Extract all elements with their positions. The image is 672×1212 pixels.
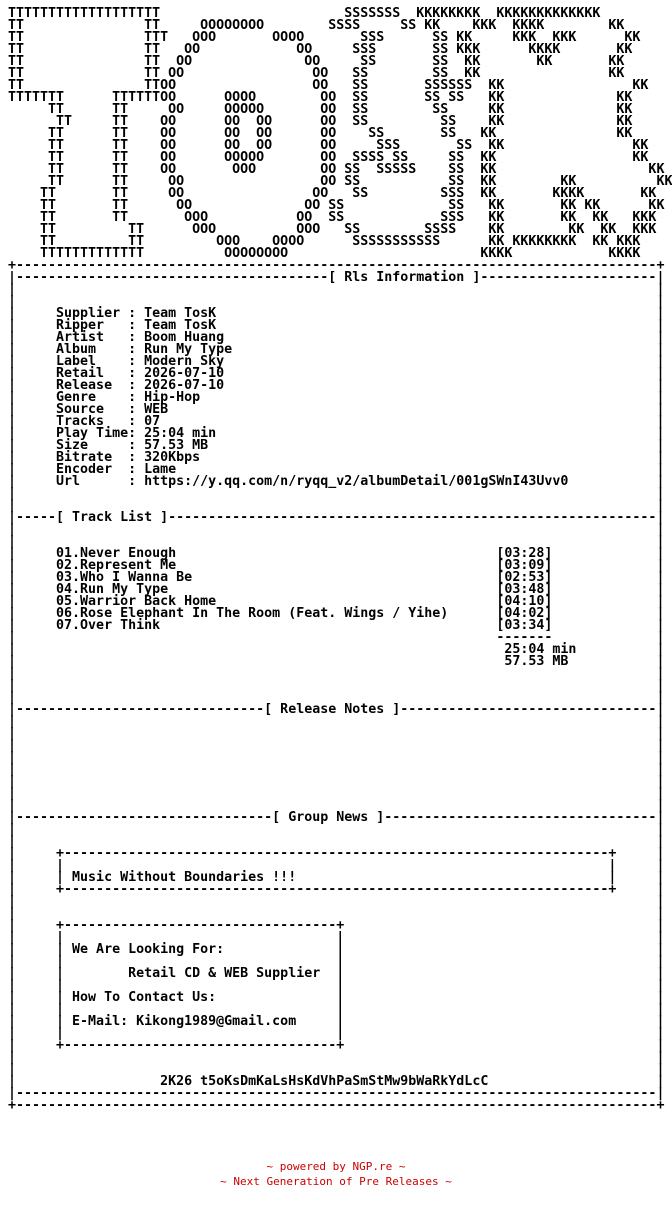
logo-line: TTTTTTTTTTTTTTTTTTT SSSSSSS KKKKKKKK KKKKKKKKKKKKK	[8, 6, 601, 21]
rls-info-row: | Tracks : 07 |	[8, 414, 665, 429]
logo-line: TT TT OOOOOOOO SSSS SS KK KKK KKKK KK	[8, 18, 625, 33]
logo-line: TT TT OOO OOO SS SSSS KK KK KK KKK	[8, 222, 657, 237]
rls-info-row: | Artist : Boom Huang |	[8, 330, 665, 345]
logo-line: TT TT OO OO SS SS KK KK KK	[8, 54, 625, 69]
rls-info-row: | Label : Modern Sky |	[8, 354, 665, 369]
logo-line: TTTTTTTTTTTTT OOOOOOOO KKKK KKKK	[8, 246, 641, 261]
rls-info-row: | Encoder : Lame |	[8, 462, 665, 477]
logo-line: TT TT OO OO SS SSS KK KKKK KK	[8, 186, 657, 201]
track-row: | 03.Who I Wanna Be [02:53] |	[8, 570, 665, 585]
logo-line: TT TT OO OO OO OO SS SS KK KK	[8, 114, 633, 129]
track-row: | 07.Over Think [03:34] |	[8, 618, 665, 633]
rls-info-row: | Source : WEB |	[8, 402, 665, 417]
track-row: | 04.Run My Type [03:48] |	[8, 582, 665, 597]
logo-line: TT TTT OOO OOOO SSS SS KK KKK KKK KK	[8, 30, 641, 45]
section-header-track-list: |-----[ Track List ]-------------------------------------------------------------|	[8, 510, 665, 525]
footer-tagline: ~ Next Generation of Pre Releases ~	[220, 1175, 452, 1188]
total-play-time: | 25:04 min |	[8, 642, 665, 657]
recruit-role: | | Retail CD & WEB Supplier | |	[8, 966, 665, 981]
total-size: | 57.53 MB |	[8, 654, 665, 669]
rls-info-row: | Release : 2026-07-10 |	[8, 378, 665, 393]
group-signature: | 2K26 t5oKsDmKaLsHsKdVhPaSmStMw9bWaRkYdLcC |	[8, 1074, 665, 1089]
logo-line: TT TT OO OO OO OO SSS SS KK KK	[8, 138, 649, 153]
rls-info-row: | Album : Run My Type |	[8, 342, 665, 357]
rls-info-row: | Play Time: 25:04 min |	[8, 426, 665, 441]
footer-powered-by: ~ powered by NGP.re ~	[266, 1160, 406, 1173]
logo-line: TT TT OOO OOOO SSSSSSSSSSS KK KKKKKKKK KK KKK	[8, 234, 641, 249]
rls-info-row: | Url : https://y.qq.com/n/ryqq_v2/albumDetail/001gSWnI43Uvv0 |	[8, 474, 665, 489]
rls-info-row: | Bitrate : 320Kbps |	[8, 450, 665, 465]
track-row: | 02.Represent Me [03:09] |	[8, 558, 665, 573]
rls-info-row: | Ripper : Team TosK |	[8, 318, 665, 333]
logo-line: TT TT OO OOOOO OO SS SS KK KK	[8, 102, 633, 117]
recruit-looking-for: | | We Are Looking For: | |	[8, 942, 665, 957]
rls-info-row: | Size : 57.53 MB |	[8, 438, 665, 453]
logo-line: TT TT OO OOO OO SS SSSSS SS KK KK	[8, 162, 665, 177]
track-row: | 06.Rose Elephant In The Room (Feat. Wings / Yihe) [04:02] |	[8, 606, 665, 621]
recruit-email: | | E-Mail: Kikong1989@Gmail.com | |	[8, 1014, 665, 1029]
logo-line: TT TT OOO OO SS SSS KK KK KK KKK	[8, 210, 657, 225]
rls-info-row: | Genre : Hip-Hop |	[8, 390, 665, 405]
section-header-release-notes: |-------------------------------[ Release Notes ]--------------------------------|	[8, 702, 665, 717]
recruit-contact: | | How To Contact Us: | |	[8, 990, 665, 1005]
rls-info-row: | Retail : 2026-07-10 |	[8, 366, 665, 381]
track-row: | 05.Warrior Back Home [04:10] |	[8, 594, 665, 609]
logo-line: TT TT OO OO SS SS KK KK KK KK	[8, 198, 665, 213]
group-slogan: | | Music Without Boundaries !!! | |	[8, 870, 665, 885]
logo-line: TT TT OO OO SSS SS KKK KKKK KK	[8, 42, 633, 57]
logo-line: TT TT OO OO OO OO SS SS KK KK	[8, 126, 633, 141]
logo-line: TT TT OO OO SS SS KK KK	[8, 66, 625, 81]
track-row: | 01.Never Enough [03:28] |	[8, 546, 665, 561]
logo-line: TT TT OO OO SS SS KK KK KK	[8, 174, 672, 189]
section-header-rls-information: |---------------------------------------[ Rls Information ]----------------------|	[8, 270, 665, 285]
logo-line: TT TT OO OOOOO OO SSSS SS SS KK KK	[8, 150, 649, 165]
section-header-group-news: |--------------------------------[ Group News ]----------------------------------|	[8, 810, 665, 825]
logo-line: TTTTTTT TTTTTTOO OOOO OO SS SS SS KK KK	[8, 90, 633, 105]
logo-line: TT TTOO OO SS SSSSSS KK KK	[8, 78, 649, 93]
rls-info-row: | Supplier : Team TosK |	[8, 306, 665, 321]
footer	[0, 1159, 672, 1189]
nfo-document: TTTTTTTTTTTTTTTTTTT SSSSSSS KKKKKKKK KKKKKKKKKKKKK TT TT OOOOOOOO SSSS SS KK KKK KKKK KK TT TTT OOO OOOO SSS SS KK KKK KKK KK TT TT OO OO SSS SS KKK KKKK KK TT TT OO OO SS SS KK KK KK TT TT OO OO SS SS KK KK TT TTOO OO SS SSSSSS KK KK TTTTTTT TTTTTTOO OOOO OO SS SS SS KK KK TT TT OO OOOOO OO SS SS KK KK TT TT OO OO OO OO SS SS KK KK TT TT OO OO OO OO SS SS KK KK TT TT OO OO OO OO SSS SS KK KK TT TT OO OOOOO OO SSSS SS SS KK KK TT TT OO OOO OO SS SSSSS SS KK KK TT TT OO OO SS SS KK KK KK TT TT OO OO SS SSS KK KKKK KK TT TT OO OO SS SS KK KK KK KK TT TT OOO OO SS SSS KK KK KK KKK TT TT OOO OOO SS SSSS KK KK KK KKK TT TT OOO OOOO SSSSSSSSSSS KK KKKKKKKK KK KKK TTTTTTTTTTTTT OOOOOOOO KKKK KKKK +--------------------------------------------------------------------------------+ |---------------------------------------[ Rls Information ]----------------------| | | | | | Supplier : Team TosK | | Ripper : Team TosK | | Artist : Boom Huang | | Album : Run My Type | | Label : Modern Sky | | Retail : 2026-07-10 | | Release : 2026-07-10 | | Genre : Hip-Hop | | Source : WEB | | Tracks : 07 | | Play Time: 25:04 min | | Size : 57.53 MB | | Bitrate : 320Kbps | | Encoder : Lame | | Url : https://y.qq.com/n/ryqq_v2/albumDetail/001gSWnI43Uvv0 | | | | | |-----[ Track List ]-------------------------------------------------------------| | | | | | 01.Never Enough [03:28] | | 02.Represent Me [03:09] | | 03.Who I Wanna Be [02:53] | | 04.Run My Type [03:48] | | 05.Warrior Back Home [04:10] | | 06.Rose Elephant In The Room (Feat. Wings / Yihe) [04:02] | | 07.Over Think [03:34] | | ------- | | 25:04 min | | 57.53 MB | | | | | | | |-------------------------------[ Release Notes ]--------------------------------| | | | | | | | | | | | | | | | | |--------------------------------[ Group News ]----------------------------------| | | | | | +--------------------------------------------------------------------+ | | | | | | | Music Without Boundaries !!! | | | +--------------------------------------------------------------------+ | | | | | | +----------------------------------+ | | | | | | | We Are Looking For: | | | | | | | | Retail CD & WEB Supplier | | | | | | | | How To Contact Us: | | | | | | | | E-Mail: Kikong1989@Gmail.com | | | | | | | +----------------------------------+ | | | | | | 2K26 t5oKsDmKaLsHsKdVhPaSmStMw9bWaRkYdLcC | |--------------------------------------------------------------------------------| +--------------------------------------------------------------------------------+	[8, 6, 672, 1113]
